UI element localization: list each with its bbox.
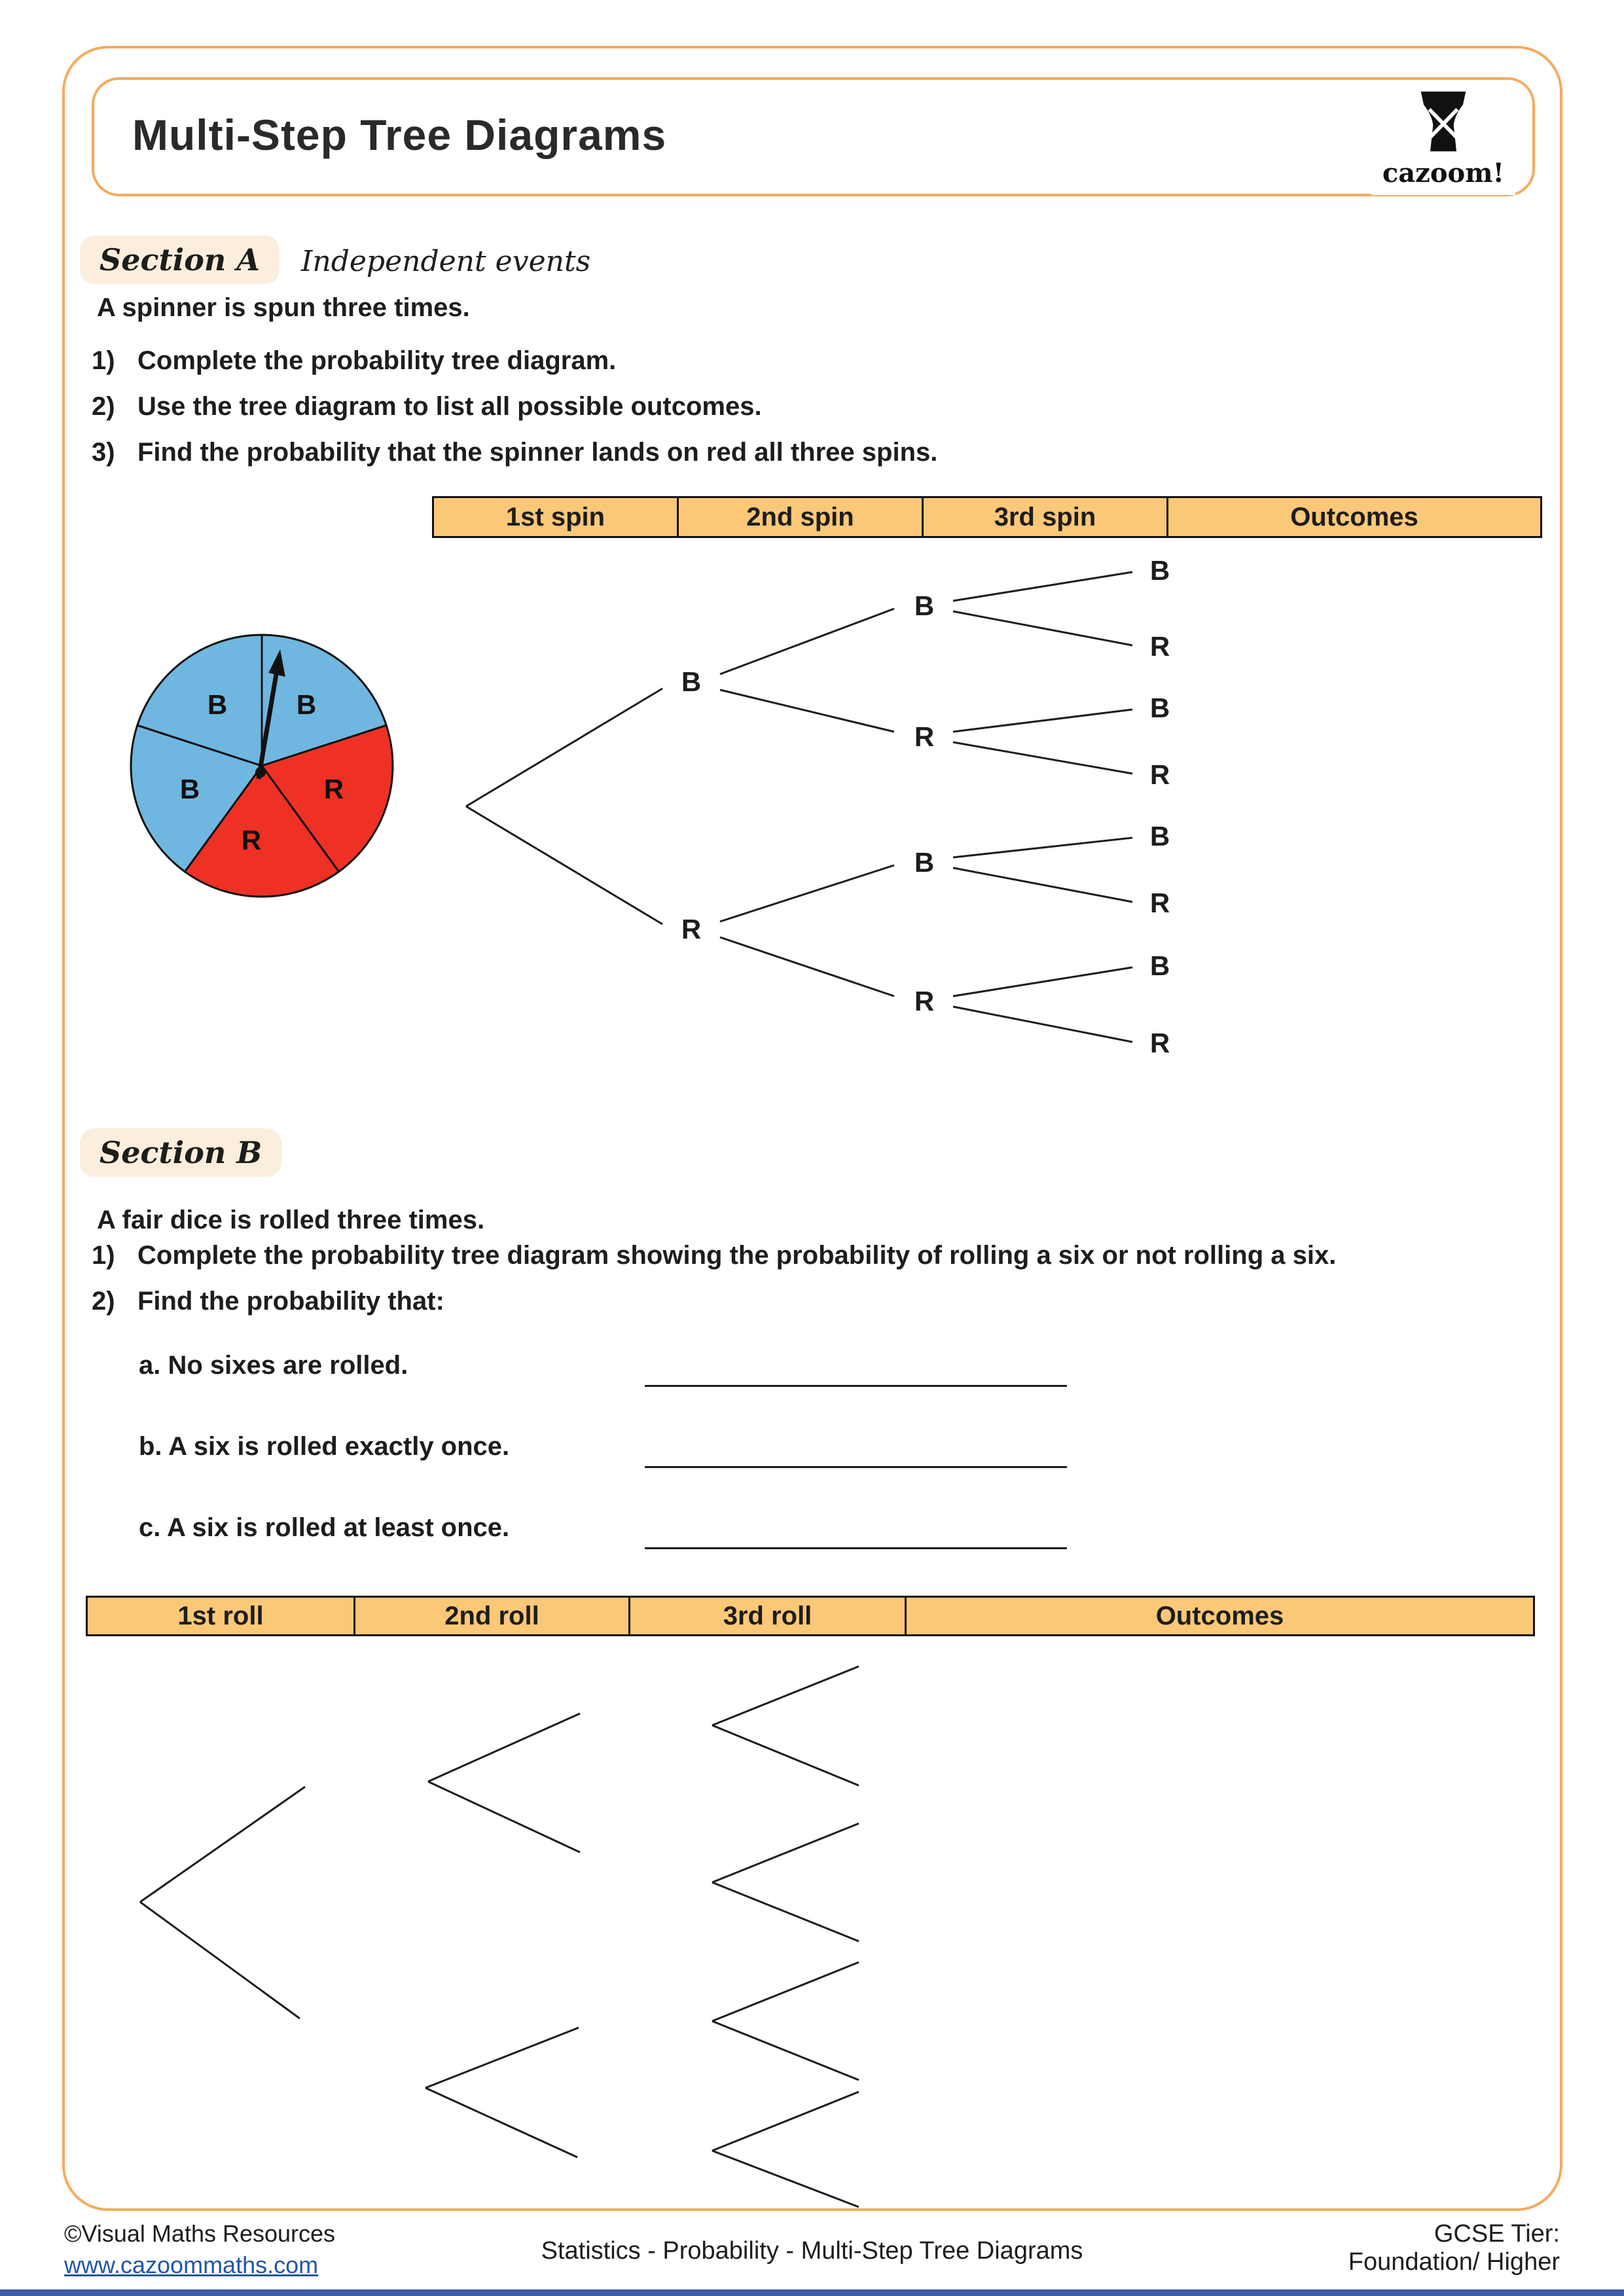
footer-left [64,2220,335,2279]
logo-text: cazoom! [1382,157,1505,188]
spinner-label: R [323,774,344,804]
spin-table-col-2nd: 2nd spin [677,496,924,538]
question-b2-number: 2) [92,1287,115,1316]
section-a-intro: A spinner is spun three times. [97,293,470,322]
question-a2-text: Use the tree diagram to list all possible outcomes. [137,392,762,421]
spinner-label: B [296,689,317,720]
drum-icon [1415,90,1471,155]
spin-table-header [432,496,1542,538]
question-a1-text: Complete the probability tree diagram. [137,346,617,375]
answer-line-b [645,1466,1067,1468]
question-a1-number: 1) [92,346,115,375]
spinner-label: B [179,774,200,804]
tree-a-leaf-label: R [1149,1028,1170,1058]
tree-a-node-label: R [914,721,935,752]
bottom-accent-bar [0,2289,1624,2296]
tree-a-leaf-label: B [1149,692,1170,723]
sub-question-c: c. A six is rolled at least once. [139,1513,510,1542]
page-title: Multi-Step Tree Diagrams [132,111,667,159]
tree-a-leaf-label: R [1149,631,1170,662]
tree-a-leaf-label: R [1149,888,1170,918]
sub-question-a: a. No sixes are rolled. [139,1351,408,1380]
question-a1 [92,346,616,376]
question-b2 [92,1287,444,1316]
tree-a-leaf-label: B [1149,950,1170,981]
section-a-subtitle: Independent events [301,245,591,278]
spin-table-col-3rd: 3rd spin [922,496,1168,538]
footer-tier-value: Foundation/ Higher [1348,2248,1560,2276]
footer-right [1348,2220,1560,2276]
footer-tier-label: GCSE Tier: [1434,2220,1560,2248]
tree-a-node-label: R [914,986,935,1016]
roll-table-col-outcomes: Outcomes [905,1596,1535,1636]
sub-question-b: b. A six is rolled exactly once. [139,1432,510,1461]
roll-table-col-1st: 1st roll [86,1596,355,1636]
cazoom-logo [1371,82,1515,195]
spin-table-col-1st: 1st spin [432,496,679,538]
question-b1-number: 1) [92,1241,115,1270]
roll-table-header [86,1596,1535,1636]
tree-a-leaf-label: R [1149,759,1170,790]
question-b2-text: Find the probability that: [137,1287,444,1316]
footer-copyright: ©Visual Maths Resources [64,2220,336,2247]
footer-website-link[interactable]: www.cazoommaths.com [64,2251,319,2278]
spinner-label: B [207,689,228,720]
spinner-label: R [241,825,262,855]
spinner-diagram [123,627,401,905]
section-a-badge: Section A [80,236,280,284]
question-a3-text: Find the probability that the spinner lands on red all three spins. [137,438,938,467]
tree-a-node-label: B [914,847,935,878]
question-b1-text: Complete the probability tree diagram showing the probability of rolling a six or not rolling a six. [137,1241,1337,1270]
question-a2-number: 2) [92,392,115,421]
question-a3-number: 3) [92,438,115,467]
answer-line-c [645,1547,1067,1549]
spin-table-col-outcomes: Outcomes [1166,496,1542,538]
tree-a-node-label: B [914,590,935,621]
question-a3 [92,438,937,467]
roll-table-col-3rd: 3rd roll [628,1596,907,1636]
roll-table-col-2nd: 2nd roll [353,1596,630,1636]
tree-a-leaf-label: B [1149,555,1170,586]
question-b1 [92,1241,1336,1270]
tree-a-node-label: B [681,666,702,697]
tree-a-leaf-label: B [1149,821,1170,852]
header [92,77,1535,196]
footer-topic: Statistics - Probability - Multi-Step Tree Diagrams [541,2237,1083,2265]
section-b-badge: Section B [80,1128,281,1177]
tree-a-node-label: R [681,914,702,944]
question-a2 [92,392,762,422]
section-b-intro: A fair dice is rolled three times. [97,1206,485,1234]
answer-line-a [645,1385,1067,1387]
